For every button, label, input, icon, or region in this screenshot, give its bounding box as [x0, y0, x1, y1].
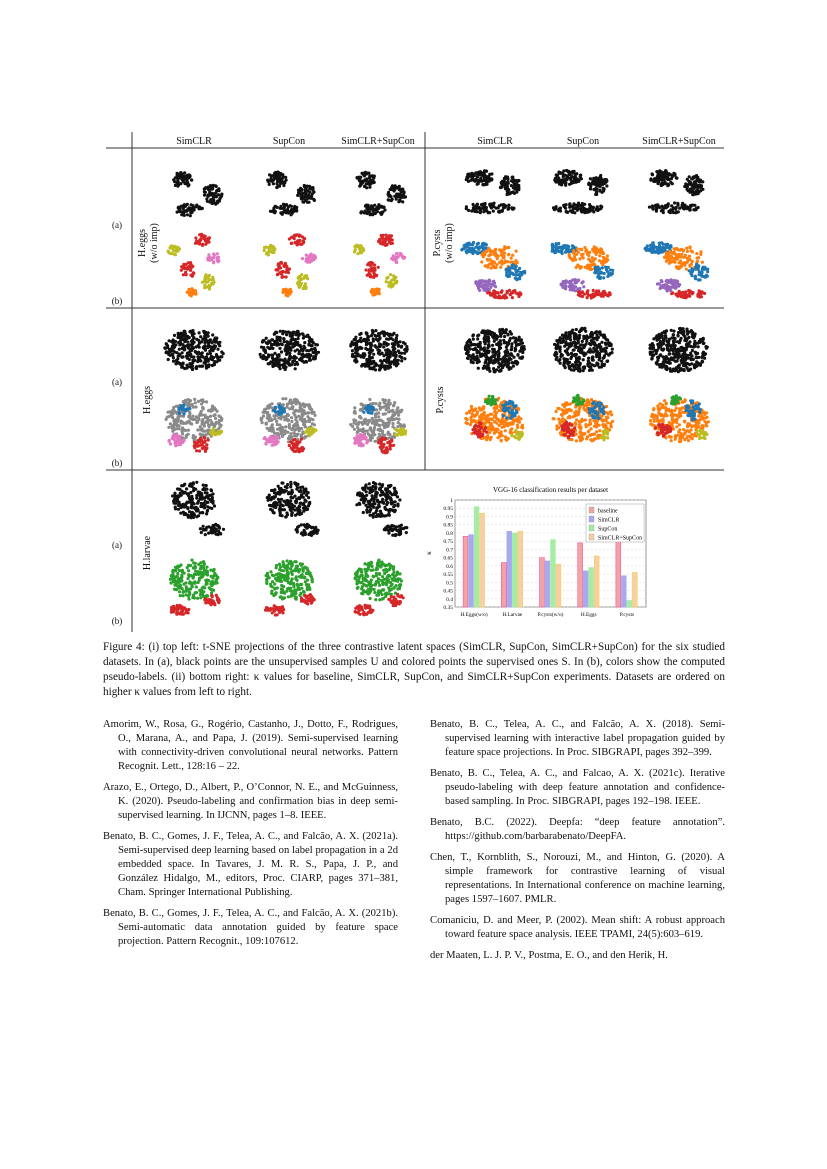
y-tick-label: 0.35: [443, 605, 453, 611]
references-right-column: [430, 718, 725, 970]
bar-baseline-3: [578, 543, 583, 607]
header-simclrsupcon-left: SimCLR+SupCon: [341, 136, 415, 147]
y-tick-label: 0.75: [443, 539, 453, 546]
reference-entry: Benato, B. C., Telea, A. C., and Falcão, A. X. (2018). Semi-supervised learning with interactive label propagation guided by feature space projections. In Proc. SIBGRAPI, pages 392–399.: [430, 719, 725, 758]
reference-entry: Chen, T., Kornblith, S., Norouzi, M., and Hinton, G. (2020). A simple framework for contrastive learning of visual representations. In International conference on machine learning, pages 1597–1607. PMLR.: [430, 852, 725, 905]
bar-supcon-3: [589, 567, 594, 607]
y-tick-label: 0.6: [446, 563, 453, 570]
x-tick-label: P.cysts(w/o): [537, 612, 564, 618]
bar-supcon-4: [627, 600, 632, 607]
legend-entry: SimCLR+SupCon: [598, 535, 643, 542]
row-marker-a: (a): [112, 220, 122, 230]
bar-simclr-supcon-1: [518, 531, 523, 607]
legend-entry: SimCLR: [598, 517, 620, 524]
chart-title: VGG-16 classification results per dataset: [492, 486, 609, 494]
bar-baseline-4: [616, 541, 621, 607]
bar-simclr-4: [621, 576, 626, 607]
header-supcon-left: SupCon: [272, 136, 306, 147]
row-marker-b: (b): [111, 458, 123, 468]
y-axis-label: κ: [425, 551, 433, 555]
dataset-label-pcysts-wo: P.cysts: [432, 229, 443, 257]
bar-baseline-1: [501, 563, 506, 607]
y-tick-label: 0.4: [446, 596, 453, 603]
bar-supcon-1: [512, 533, 517, 607]
legend-entry: SupCon: [598, 526, 618, 533]
dataset-label-heggs-wo-imp: (w/o imp): [149, 223, 160, 263]
reference-entry: Arazo, E., Ortego, D., Albert, P., O’Connor, N. E., and McGuinness, K. (2020). Pseudo-labeling and confirmation bias in deep semi-supervised learning. In IJCNN, pages 1–8. IEEE.: [103, 782, 398, 821]
y-tick-label: 0.85: [443, 522, 453, 529]
y-tick-label: 1: [450, 498, 453, 504]
bar-baseline-2: [540, 558, 545, 607]
row-marker-b: (b): [111, 296, 123, 306]
y-tick-label: 0.55: [443, 572, 453, 579]
x-tick-label: H.Eggs(w/o): [460, 612, 488, 618]
y-tick-label: 0.9: [446, 514, 453, 521]
reference-entry: Benato, B. C., Gomes, J. F., Telea, A. C., and Falcão, A. X. (2021b). Semi-automatic data annotation guided by feature space projection. Pattern Recognit., 109:107612.: [103, 908, 398, 947]
bar-simclr-supcon-0: [480, 513, 485, 607]
header-simclrsupcon-right: SimCLR+SupCon: [642, 136, 716, 147]
bar-simclr-supcon-4: [632, 572, 637, 607]
kappa-bar-chart: [425, 486, 646, 618]
bar-simclr-2: [545, 561, 550, 607]
header-simclr-left: SimCLR: [176, 136, 212, 147]
dataset-label-heggs: H.eggs: [142, 385, 153, 415]
x-tick-label: H.Eggs: [580, 612, 597, 618]
bar-simclr-supcon-2: [556, 564, 561, 607]
legend-swatch: [589, 507, 594, 513]
dataset-label-hlarvae: H.larvae: [142, 535, 153, 571]
y-tick-label: 0.45: [443, 588, 453, 595]
row-marker-b: (b): [111, 616, 123, 626]
reference-entry: der Maaten, L. J. P. V., Postma, E. O., and den Herik, H.: [430, 950, 668, 961]
dataset-label-pcysts: P.cysts: [435, 386, 446, 414]
bar-simclr-supcon-3: [594, 556, 599, 607]
bar-baseline-0: [463, 536, 468, 607]
references-left-column: [103, 718, 398, 956]
legend-swatch: [589, 525, 594, 531]
reference-entry: Benato, B. C., Gomes, J. F., Telea, A. C., and Falcão, A. X. (2021a). Semi-supervised deep learning based on label propagation in a 2d embedded space. In Tavares, J. M. R. S., Papa, J. P., and González Hidalgo, M., editors, Proc. CIARP, pages 371–381, Cham. Springer International Publishing.: [103, 831, 398, 898]
legend-swatch: [589, 516, 594, 522]
header-simclr-right: SimCLR: [477, 136, 513, 147]
dataset-label-heggs-wo: H.eggs: [137, 228, 148, 258]
dataset-label-pcysts-wo-imp: (w/o imp): [444, 223, 455, 263]
y-tick-label: 0.95: [443, 506, 453, 513]
bar-simclr-1: [507, 531, 512, 607]
x-tick-label: H.Larvae: [502, 612, 523, 618]
y-tick-label: 0.5: [446, 580, 453, 587]
reference-entry: Amorim, W., Rosa, G., Rogério, Castanho, J., Dotto, F., Rodrigues, O., Marana, A., and Papa, J. (2019). Semi-supervised learning with connectivity-driven convolutional neural networks. Pattern Recognit. Lett., 128:16 – 22.: [103, 719, 398, 772]
row-marker-a: (a): [112, 540, 122, 550]
bar-simclr-3: [583, 571, 588, 607]
reference-entry: Comaniciu, D. and Meer, P. (2002). Mean shift: A robust approach toward feature space analysis. IEEE TPAMI, 24(5):603–619.: [430, 915, 725, 940]
legend-entry: baseline: [598, 508, 618, 515]
reference-entry: Benato, B. C., Telea, A. C., and Falcao, A. X. (2021c). Iterative pseudo-labeling with deep feature annotation and confidence-based sampling. In Proc. SIBGRAPI, pages 192–198. IEEE.: [430, 768, 725, 807]
bar-simclr-0: [469, 535, 474, 607]
reference-entry: Benato, B.C. (2022). Deepfa: “deep feature annotation”. https://github.com/barbarabenato/DeepFA.: [430, 817, 725, 842]
y-tick-label: 0.8: [446, 530, 453, 537]
header-supcon-right: SupCon: [566, 136, 600, 147]
figure-caption: Figure 4: (i) top left: t-SNE projections of the three contrastive latent spaces (SimCLR, SupCon, SimCLR+SupCon) for the six studied datasets. In (a), black points are the unsupervised samples U and colored points the supervised ones S. In (b), colors show the computed pseudo-labels. (ii) bottom right: κ values for baseline, SimCLR, SupCon, and SimCLR+SupCon experiments. Datasets are ordered on higher κ values from left to right.: [103, 641, 725, 698]
legend-swatch: [589, 534, 594, 540]
row-marker-a: (a): [112, 377, 122, 387]
x-tick-label: P.cysts: [619, 612, 635, 618]
bar-supcon-0: [474, 507, 479, 607]
bar-supcon-2: [551, 540, 556, 607]
y-tick-label: 0.65: [443, 555, 453, 562]
y-tick-label: 0.7: [446, 547, 453, 554]
